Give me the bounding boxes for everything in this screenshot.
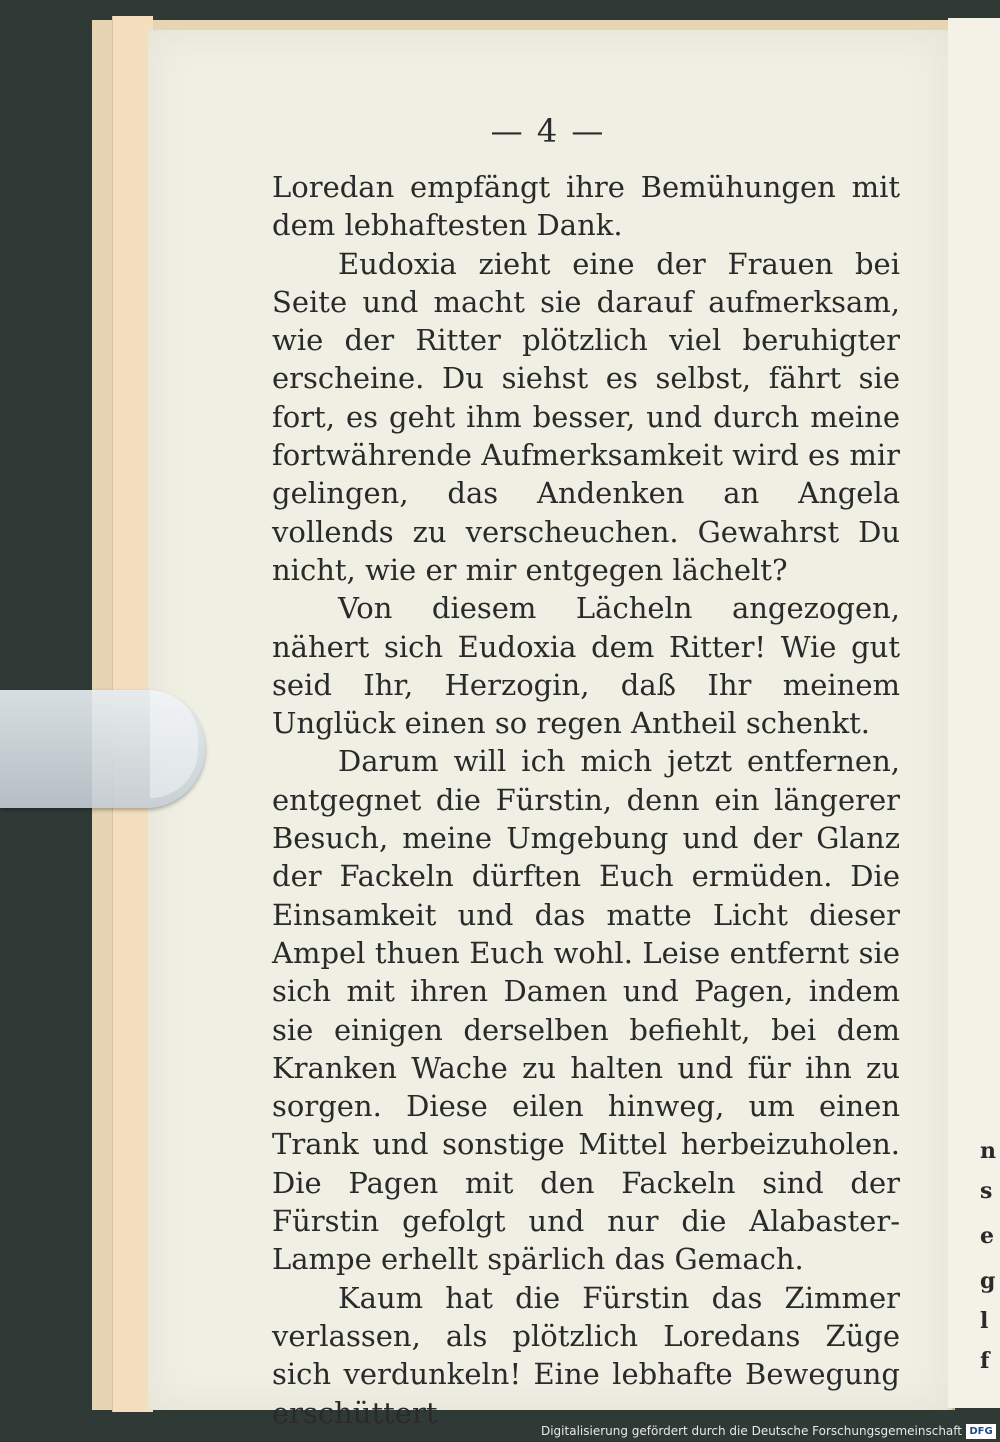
page-number: — 4 — <box>490 112 606 150</box>
paragraph: Kaum hat die Fürstin das Zimmer verlassen, als plötzlich Loredans Züge sich verdunkeln! Eine lebhafte Bewegung erschüttert <box>272 1280 900 1430</box>
paragraph: Eudoxia zieht eine der Frauen bei Seite und macht sie darauf aufmerksam, wie der Ritter plötzlich viel beruhigter erscheine. Du siehst es selbst, fährt sie fort, es geht ihm besser, und durch meine fortwährende Aufmerksamkeit wird es mir gelingen, das Andenken an Angela vollends zu verscheuchen. Gewahrst Du nicht, wie er mir entgegen lächelt? <box>272 246 900 587</box>
adjacent-page-fragment: s <box>980 1178 993 1204</box>
adjacent-page-fragment: e <box>980 1223 994 1249</box>
page-text <box>272 168 900 1432</box>
adjacent-page-fragment: g <box>980 1268 996 1294</box>
digitization-credit: Digitalisierung gefördert durch die Deutsche Forschungsgemeinschaft <box>540 1424 962 1438</box>
paragraph: Darum will ich mich jetzt entfernen, entgegnet die Fürstin, denn ein längerer Besuch, meine Umgebung und der Glanz der Fackeln dürften Euch ermüden. Die Einsamkeit und das matte Licht dieser Ampel thuen Euch wohl. Leise entfernt sie sich mit ihren Damen und Pagen, indem sie einigen derselben befiehlt, bei dem Kranken Wache zu halten und für ihn zu sorgen. Diese eilen hinweg, um einen Trank und sonstige Mittel herbeizuholen. Die Pagen mit den Fackeln sind der Fürstin gefolgt und nur die Alabaster-Lampe erhellt spärlich das Gemach. <box>272 744 900 1277</box>
adjacent-page <box>948 18 1000 1408</box>
book-page <box>148 30 948 1430</box>
paragraph: Loredan empfängt ihre Bemühungen mit dem lebhaftesten Dank. <box>272 170 900 243</box>
paragraph: Von diesem Lächeln angezogen, nähert sich Eudoxia dem Ritter! Wie gut seid Ihr, Herzogin, daß Ihr meinem Unglück einen so regen Antheil schenkt. <box>272 591 900 741</box>
adjacent-page-fragment: l <box>980 1308 989 1334</box>
adjacent-page-fragment: f <box>980 1348 990 1374</box>
dfg-logo: DFG <box>966 1424 996 1439</box>
adjacent-page-fragment: n <box>980 1138 996 1164</box>
